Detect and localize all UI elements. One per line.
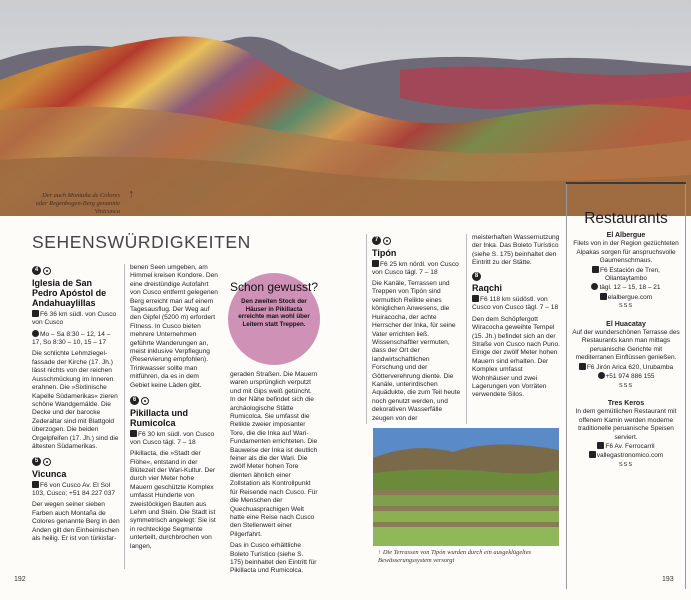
restaurant-hours xyxy=(572,283,680,292)
map-icon xyxy=(372,260,379,267)
column-2 xyxy=(130,264,218,554)
entry-title: Vicunca xyxy=(32,469,67,479)
column-3 xyxy=(230,371,318,579)
map-icon xyxy=(32,310,39,317)
price-symbols: SSS xyxy=(618,303,633,310)
restaurant-hours-text: tägl. 12 – 15, 18 – 21 xyxy=(599,284,661,292)
entry-title: Iglesia de San Pedro Apóstol de Andahuaylillas xyxy=(32,277,107,308)
entry-title: Pikillacta und Rumicolca xyxy=(130,407,189,428)
entry-text: Pikillacta, die »Stadt der Flöhe«, entstand in der Blütezeit der Wari-Kultur. Der durch vier Meter hohe Mauern geschützte Komplex umfasst Hunderte von zweistöckigen Bauten aus Lehm und Stein. Die Stadt ist symmetrisch angelegt: Sie ist in rechteckige Segmente unterteilt, durchbrochen von langen, xyxy=(130,450,216,550)
restaurant-name: Tres Keros xyxy=(607,399,645,407)
column-divider xyxy=(366,234,367,424)
photo-caption xyxy=(378,549,558,565)
entry-number: 6 xyxy=(130,396,139,405)
map-pin-icon xyxy=(43,267,51,275)
entry-location: F6 118 km südöstl. von Cusco von Cusco tägl. 7 – 18 xyxy=(472,296,559,312)
sidebar-right-border xyxy=(685,184,686,589)
entry-text: Den dem Schöpfergott Wiracocha geweihte Tempel (15. Jh.) befindet sich an der Straße von Cusco nach Puno. Einige der zwölf Meter hohen Mauern sind erhalten. Der Komplex umfasst Wohnhäuser und zwei Lagerungen von Vorräten verwendete Silos. xyxy=(472,315,560,399)
entry-6-header xyxy=(130,396,218,406)
entry-title: Tipón xyxy=(372,247,397,258)
price-symbols: SSS xyxy=(618,382,633,389)
restaurants-sidebar xyxy=(566,182,686,589)
entry-4-header xyxy=(32,266,120,276)
restaurant-address xyxy=(572,442,680,451)
hero-caption-text: Der auch Montaña de Colores oder Regenbogen-Berg genannte Vinicunca xyxy=(35,192,120,215)
entry-location: F6 25 km nördl. von Cusco von Cusco tägl. 7 – 18 xyxy=(372,260,459,276)
sidebar-title: Restaurants xyxy=(584,210,668,227)
tipon-terraces-image xyxy=(373,428,559,546)
restaurant-address-text: F6 Jirón Arica 620, Urubamba xyxy=(586,363,674,371)
map-icon xyxy=(597,442,604,449)
map-icon xyxy=(130,430,137,437)
page-number-right: 193 xyxy=(662,576,674,583)
entry-number: 8 xyxy=(472,272,481,281)
did-you-know-bubble xyxy=(228,273,320,365)
entry-location: F6 30 km südl. von Cusco von Cusco tägl. 7 – 18 xyxy=(130,430,215,446)
web-icon xyxy=(600,293,607,300)
clock-icon xyxy=(32,330,39,337)
map-pin-icon xyxy=(383,237,391,245)
entry-number: 4 xyxy=(32,266,41,275)
restaurant-web[interactable] xyxy=(572,293,680,302)
entry-text: Die schlichte Lehmziegel-fassade der Kirche (17. Jh.) lässt nichts von der reichen Ausschmückung im Inneren erahnen. Die »Sixtinische Kapelle Südamerikas« zieren schöne Wandgemälde. Die Decke und der barocke Zederaltar sind mit Blattgold überzogen. Die beiden Orgelpfeifen (17. Jh.) sind die ältesten Südamerikas. xyxy=(32,350,119,450)
restaurant-item xyxy=(572,321,680,390)
map-icon xyxy=(472,295,479,302)
restaurant-desc: In dem gemütlichen Restaurant mit offenem Kamin werden moderne traditionelle peruanische Speisen serviert. xyxy=(575,408,677,441)
price-symbols: SSS xyxy=(618,461,633,468)
page-number-left: 192 xyxy=(14,576,26,583)
entry-number: 7 xyxy=(372,236,381,245)
restaurant-name: El Huacatay xyxy=(606,320,646,328)
column-1 xyxy=(32,262,120,546)
restaurant-name: El Albergue xyxy=(606,232,646,239)
entry-text: benen Seen umgeben, am Himmel kreisen Kondore. Den eine dreistündige Autofahrt von Cusco entfernt gelegenen Berg erreicht man auf einem Tagesausflug. Der Weg auf den Gipfel (5200 m) erfordert Fitness. In Cusco bieten mehrere Unternehmen geführte Wanderungen an, meist inklusive Verpflegung (Reservierung empfohlen). Trinkwasser sollte man mitführen, da es in dem Gebiet keine Läden gibt. xyxy=(130,264,218,389)
hero-caption xyxy=(30,188,134,216)
column-4 xyxy=(372,232,462,426)
entry-info xyxy=(32,481,120,498)
restaurant-item xyxy=(572,400,680,469)
web-icon xyxy=(589,451,596,458)
restaurant-address xyxy=(572,266,680,284)
entry-text: Das in Cusco erhältliche Boleto Turístico (siehe S. 175) beinhaltet den Eintritt für Pikillacta und Rumicolca. xyxy=(230,542,317,575)
phone-icon xyxy=(598,372,605,379)
map-pin-icon xyxy=(141,397,149,405)
entry-text: Der wegen seiner sieben Farben auch Montaña de Colores genannte Berg in den Anden gilt den Einheimischen als heilig. Er ist von türkisfar- xyxy=(32,501,120,543)
map-pin-icon xyxy=(43,458,51,466)
entry-text: meisterhaften Wassernutzung der Inka. Das Boleto Turístico (siehe S. 175) beinhaltet den Eintritt zu der Stätte. xyxy=(472,234,560,267)
entry-info xyxy=(372,260,462,277)
restaurant-web-link[interactable]: vallegastronomico.com xyxy=(596,452,664,460)
restaurant-desc: Auf der wunderschönen Terrasse des Restaurants kann man mittags peruanische Gerichte mit mediterranen Einflüssen genießen. xyxy=(572,329,680,362)
restaurant-address-text: F6 Estación de Tren, Ollantaytambo xyxy=(600,266,660,283)
entry-info xyxy=(472,295,560,312)
restaurant-desc: Filets von in der Region gezüchteten Alpakas sorgen für anspruchsvolle Gaumenschmaus. xyxy=(573,240,679,265)
clock-icon xyxy=(591,283,598,290)
entry-number: 5 xyxy=(32,457,41,466)
restaurant-address xyxy=(572,363,680,372)
entry-hours xyxy=(32,330,120,347)
restaurant-address-text: F6 Av. Ferrocarril xyxy=(605,442,655,450)
photo-caption-text: Die Terrassen von Tipón wurden durch ein ausgeklügeltes Bewässerungssystem versorgt xyxy=(378,549,532,564)
entry-info xyxy=(32,310,120,327)
map-icon xyxy=(32,481,39,488)
restaurant-phone-text: +51 974 886 155 xyxy=(605,373,655,381)
entry-7-header xyxy=(372,236,462,246)
entry-8-header xyxy=(472,272,560,282)
restaurant-web[interactable] xyxy=(572,451,680,460)
map-icon xyxy=(592,266,599,273)
bubble-title: Schon gewusst? xyxy=(229,280,319,294)
arrow-up-icon: ↑ xyxy=(378,549,382,556)
bubble-text: Den zweiten Stock der Häuser in Pikillacta erreichte man wohl über Leitern statt Treppen. xyxy=(238,298,310,328)
column-divider xyxy=(466,234,467,424)
entry-location: F6 36 km südl. von Cusco von Cusco xyxy=(32,310,117,326)
column-divider xyxy=(124,264,125,569)
restaurant-web-link[interactable]: elalbergue.com xyxy=(607,293,653,301)
column-5 xyxy=(472,234,560,403)
section-title: SEHENSWÜRDIGKEITEN xyxy=(32,232,251,252)
map-icon xyxy=(579,363,586,370)
sidebar-left-border xyxy=(566,184,567,589)
entry-hours-text: Mo – Sa 8:30 – 12, 14 – 17, So 8:30 – 10, 15 – 17 xyxy=(32,331,111,347)
entry-text: geraden Straßen. Die Mauern waren ursprünglich verputzt und mit Gips weiß getüncht. In der Nähe befindet sich die archäologische Stätte Rumicolca. Sie umfasst die Relikte zweier imposanter Tore, die die Inka auf Wari-Fundamenten errichteten. Die Bauweise der Inka ist deutlich feiner als die der Wari. Die zwölf Meter hohen Tore dienten ähnlich einer Zollstation als Kontrollpunkt für Reisende nach Cusco. Für die Menschen der Quechuasprachigen Welt hatte eine Reise nach Cusco den Stellenwert einer Pilgerfahrt. xyxy=(230,371,318,538)
arrow-up-icon: ↑ xyxy=(128,188,134,200)
restaurant-item xyxy=(572,232,680,311)
entry-location: F6 von Cusco Av. El Sol 103, Cusco; +51 84 227 037 xyxy=(32,482,116,498)
entry-title: Raqchi xyxy=(472,283,503,294)
tipon-photo xyxy=(373,428,559,546)
entry-5-header xyxy=(32,457,120,467)
entry-info xyxy=(130,430,218,447)
restaurant-phone xyxy=(572,372,680,381)
entry-text: Die Kanäle, Terrassen und Treppen von Tipón sind vermutlich Relikte eines königlichen Anwesens, die Huiracocha, der achte Herrscher der Inka, für seine Vater errichten ließ. Wissenschaftler vermuten, dass der Ort der landwirtschaftlichen Forschung und der Götterverehrung diente. Die Kanäle, unterirdischen Aquädukte, die zum Teil heute noch genutzt werden, und dekorativen Wasserfälle zeugen von der xyxy=(372,280,461,422)
